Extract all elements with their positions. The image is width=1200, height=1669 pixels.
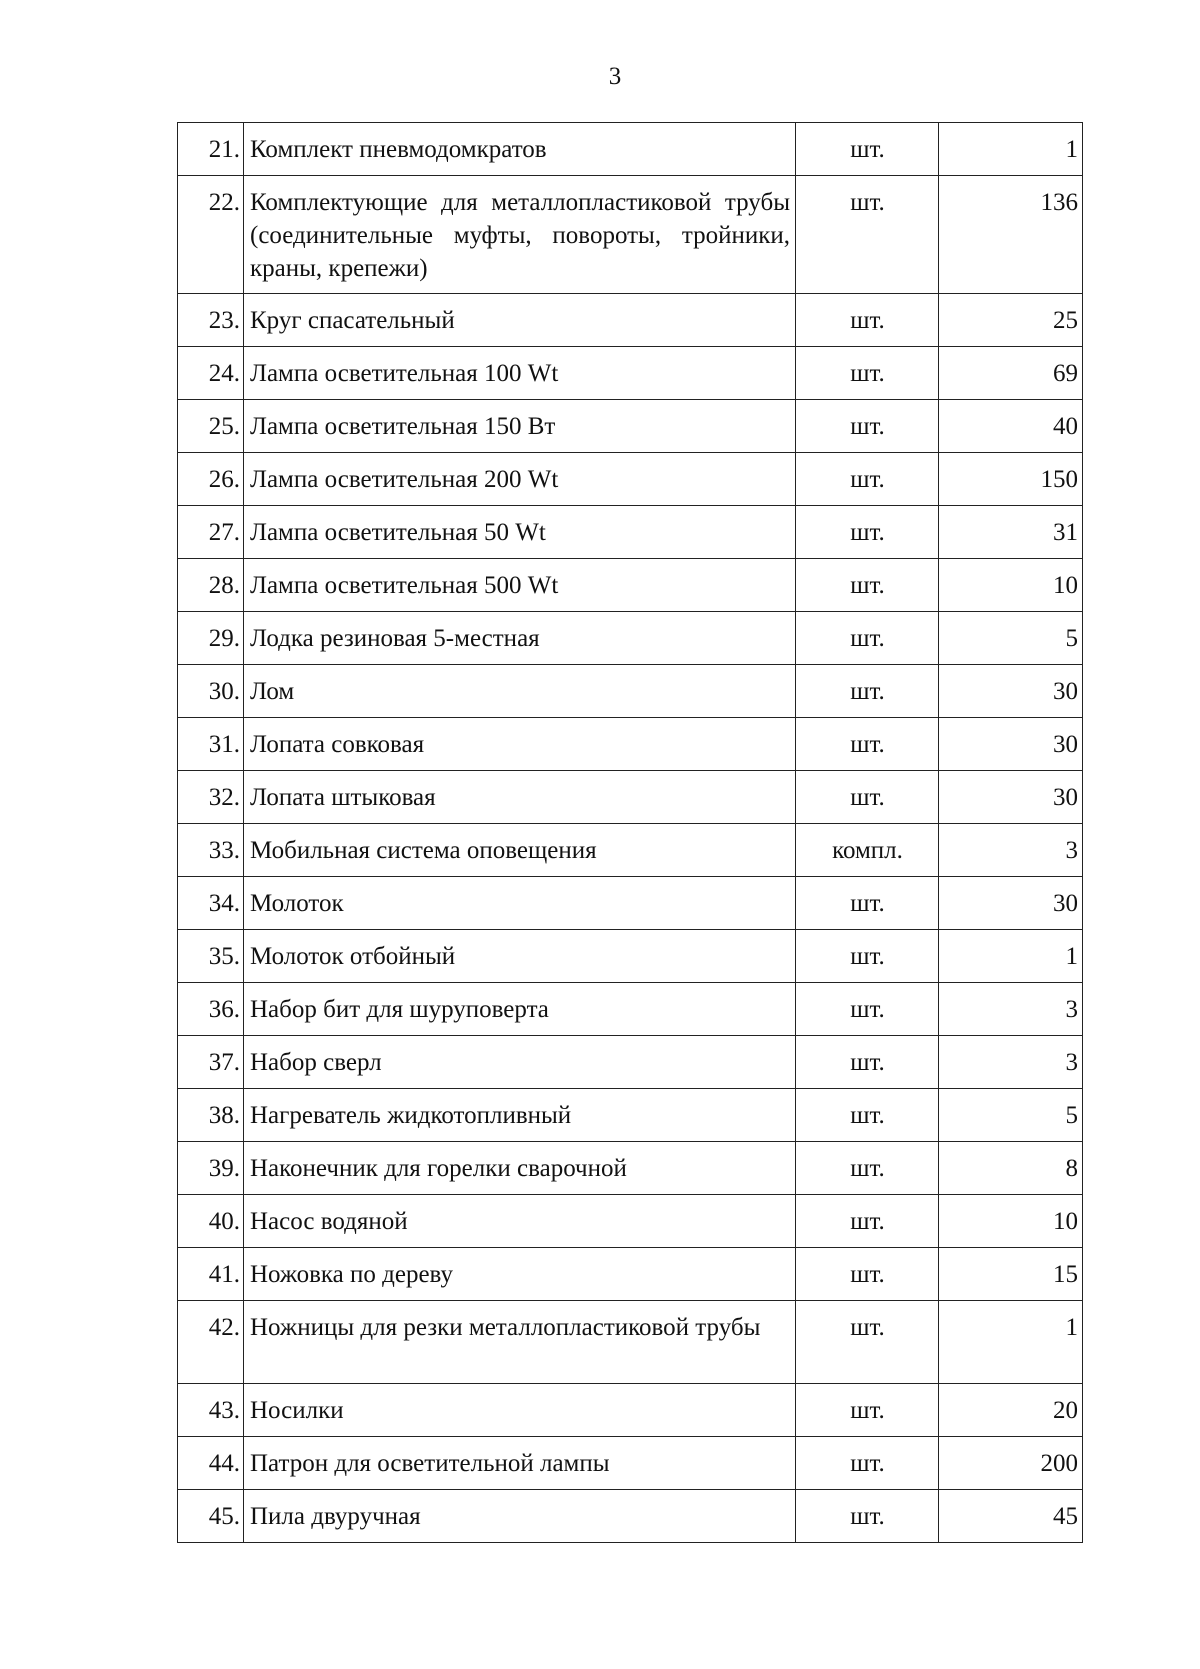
item-unit: шт.: [796, 1490, 939, 1543]
item-unit: компл.: [796, 824, 939, 877]
table-row: [178, 665, 1083, 718]
table-row: [178, 877, 1083, 930]
row-number: 45.: [178, 1490, 244, 1543]
item-name: Пила двуручная: [244, 1490, 796, 1543]
item-name: Лампа осветительная 500 Wt: [244, 559, 796, 612]
items-table: [177, 122, 1083, 1543]
item-quantity: 69: [939, 347, 1083, 400]
item-name: Круг спасательный: [244, 294, 796, 347]
item-unit: шт.: [796, 718, 939, 771]
item-unit: шт.: [796, 1089, 939, 1142]
item-quantity: 136: [939, 176, 1083, 294]
item-quantity: 3: [939, 1036, 1083, 1089]
table-row: [178, 506, 1083, 559]
row-number: 39.: [178, 1142, 244, 1195]
row-number: 30.: [178, 665, 244, 718]
row-number: 33.: [178, 824, 244, 877]
table-row: [178, 771, 1083, 824]
item-quantity: 150: [939, 453, 1083, 506]
item-unit: шт.: [796, 506, 939, 559]
table-row: [178, 1142, 1083, 1195]
item-quantity: 1: [939, 123, 1083, 176]
page-number: 3: [608, 63, 622, 90]
table-row: [178, 1195, 1083, 1248]
table-row: [178, 1089, 1083, 1142]
row-number: 36.: [178, 983, 244, 1036]
table-row: [178, 1248, 1083, 1301]
item-quantity: 30: [939, 877, 1083, 930]
row-number: 43.: [178, 1384, 244, 1437]
item-quantity: 30: [939, 718, 1083, 771]
table-row: [178, 824, 1083, 877]
item-unit: шт.: [796, 877, 939, 930]
item-name: Лампа осветительная 200 Wt: [244, 453, 796, 506]
item-name: Нагреватель жидкотопливный: [244, 1089, 796, 1142]
table-row: [178, 1490, 1083, 1543]
item-unit: шт.: [796, 453, 939, 506]
item-name: Лопата совковая: [244, 718, 796, 771]
item-name: Ножовка по дереву: [244, 1248, 796, 1301]
table-row: [178, 1384, 1083, 1437]
item-name: Лопата штыковая: [244, 771, 796, 824]
item-unit: шт.: [796, 1301, 939, 1384]
item-quantity: 25: [939, 294, 1083, 347]
row-number: 34.: [178, 877, 244, 930]
row-number: 44.: [178, 1437, 244, 1490]
item-name: Лампа осветительная 100 Wt: [244, 347, 796, 400]
row-number: 31.: [178, 718, 244, 771]
row-number: 35.: [178, 930, 244, 983]
item-quantity: 1: [939, 930, 1083, 983]
item-quantity: 10: [939, 1195, 1083, 1248]
item-quantity: 40: [939, 400, 1083, 453]
table-row: [178, 1036, 1083, 1089]
row-number: 40.: [178, 1195, 244, 1248]
table-row: [178, 983, 1083, 1036]
table-row: [178, 400, 1083, 453]
row-number: 21.: [178, 123, 244, 176]
table-row: [178, 176, 1083, 294]
item-name: Насос водяной: [244, 1195, 796, 1248]
table-row: [178, 123, 1083, 176]
table-row: [178, 559, 1083, 612]
item-quantity: 5: [939, 1089, 1083, 1142]
row-number: 42.: [178, 1301, 244, 1384]
item-unit: шт.: [796, 123, 939, 176]
item-name: Наконечник для горелки сварочной: [244, 1142, 796, 1195]
row-number: 23.: [178, 294, 244, 347]
item-unit: шт.: [796, 1384, 939, 1437]
row-number: 29.: [178, 612, 244, 665]
item-quantity: 30: [939, 665, 1083, 718]
item-unit: шт.: [796, 1248, 939, 1301]
item-unit: шт.: [796, 1437, 939, 1490]
item-quantity: 200: [939, 1437, 1083, 1490]
row-number: 37.: [178, 1036, 244, 1089]
table-row: [178, 1437, 1083, 1490]
item-name: Лампа осветительная 150 Вт: [244, 400, 796, 453]
item-unit: шт.: [796, 347, 939, 400]
row-number: 38.: [178, 1089, 244, 1142]
table-row: [178, 612, 1083, 665]
item-quantity: 15: [939, 1248, 1083, 1301]
table-row: [178, 347, 1083, 400]
table-row: [178, 453, 1083, 506]
row-number: 26.: [178, 453, 244, 506]
item-name: Мобильная система оповещения: [244, 824, 796, 877]
table-row: [178, 294, 1083, 347]
item-quantity: 1: [939, 1301, 1083, 1384]
item-unit: шт.: [796, 400, 939, 453]
item-quantity: 31: [939, 506, 1083, 559]
row-number: 24.: [178, 347, 244, 400]
item-name: Лом: [244, 665, 796, 718]
item-name: Молоток отбойный: [244, 930, 796, 983]
row-number: 27.: [178, 506, 244, 559]
item-name: Набор бит для шуруповерта: [244, 983, 796, 1036]
item-unit: шт.: [796, 1195, 939, 1248]
item-quantity: 5: [939, 612, 1083, 665]
item-name: Ножницы для резки металлопластиковой трубы: [244, 1301, 796, 1384]
item-unit: шт.: [796, 559, 939, 612]
row-number: 28.: [178, 559, 244, 612]
item-unit: шт.: [796, 930, 939, 983]
item-quantity: 3: [939, 824, 1083, 877]
item-name: Патрон для осветительной лампы: [244, 1437, 796, 1490]
item-unit: шт.: [796, 176, 939, 294]
item-unit: шт.: [796, 612, 939, 665]
item-name: Молоток: [244, 877, 796, 930]
item-quantity: 45: [939, 1490, 1083, 1543]
row-number: 22.: [178, 176, 244, 294]
item-unit: шт.: [796, 665, 939, 718]
row-number: 25.: [178, 400, 244, 453]
item-quantity: 10: [939, 559, 1083, 612]
table-row: [178, 930, 1083, 983]
item-unit: шт.: [796, 1142, 939, 1195]
table-row: [178, 1301, 1083, 1384]
item-name: Комплект пневмодомкратов: [244, 123, 796, 176]
item-unit: шт.: [796, 771, 939, 824]
table-row: [178, 718, 1083, 771]
row-number: 41.: [178, 1248, 244, 1301]
item-unit: шт.: [796, 294, 939, 347]
item-name: Набор сверл: [244, 1036, 796, 1089]
item-unit: шт.: [796, 1036, 939, 1089]
item-quantity: 8: [939, 1142, 1083, 1195]
item-name: Комплектующие для металлопластиковой трубы (соединительные муфты, повороты, тройники, краны, крепежи): [244, 176, 796, 294]
item-quantity: 30: [939, 771, 1083, 824]
item-name: Лодка резиновая 5-местная: [244, 612, 796, 665]
item-name: Носилки: [244, 1384, 796, 1437]
item-name: Лампа осветительная 50 Wt: [244, 506, 796, 559]
row-number: 32.: [178, 771, 244, 824]
item-quantity: 20: [939, 1384, 1083, 1437]
item-quantity: 3: [939, 983, 1083, 1036]
item-unit: шт.: [796, 983, 939, 1036]
